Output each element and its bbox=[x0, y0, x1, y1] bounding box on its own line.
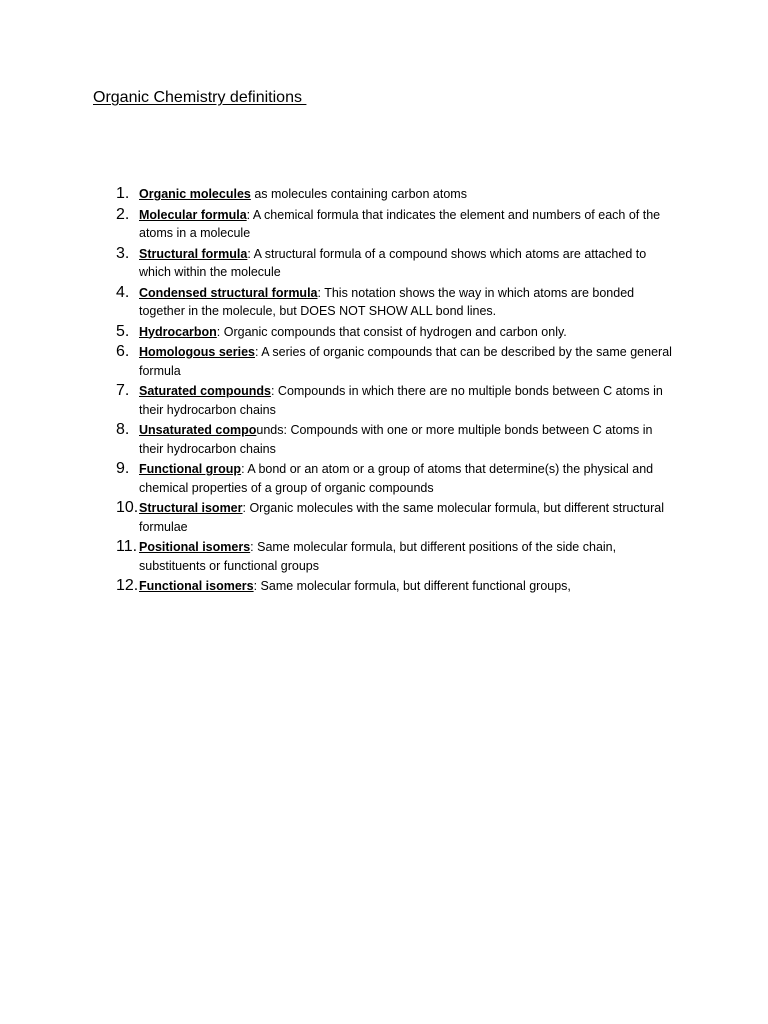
item-number: 4. bbox=[116, 283, 130, 301]
item-number: 6. bbox=[116, 343, 130, 360]
definition-item bbox=[0, 245, 768, 282]
definition-item bbox=[0, 206, 768, 243]
definition-item bbox=[0, 577, 768, 596]
item-number: 7. bbox=[116, 382, 130, 399]
definition-text: : This notation shows the way in which atoms are bonded together in the molecule, but DOES NOT SHOW ALL bond lines. bbox=[139, 285, 635, 318]
definition-item bbox=[0, 284, 768, 321]
definition-item bbox=[0, 382, 768, 419]
item-number: 5. bbox=[116, 322, 130, 340]
definition-term: Unsaturated compo bbox=[139, 423, 257, 437]
item-body bbox=[139, 206, 679, 243]
definition-text: : Compounds in which there are no multiple bonds between C atoms in their hydrocarbon chains bbox=[139, 384, 663, 417]
definition-term: Homologous series bbox=[139, 345, 255, 359]
item-number: 9. bbox=[116, 460, 130, 477]
definition-term: Functional isomers bbox=[139, 579, 254, 593]
definition-text: as molecules containing carbon atoms bbox=[250, 187, 467, 201]
item-number: 3. bbox=[116, 244, 130, 262]
item-body bbox=[139, 284, 679, 321]
definition-text: : A chemical formula that indicates the element and numbers of each of the atoms in a molecule bbox=[139, 207, 661, 240]
item-number: 8. bbox=[116, 421, 130, 438]
definition-text: : Organic molecules with the same molecular formula, but different structural formulae bbox=[139, 501, 664, 534]
item-number: 10. bbox=[116, 499, 139, 516]
item-body bbox=[139, 538, 679, 575]
item-body bbox=[139, 323, 679, 342]
definition-term: Hydrocarbon bbox=[139, 324, 217, 339]
definition-term: Molecular formula bbox=[139, 207, 247, 222]
item-number: 12. bbox=[116, 577, 139, 594]
definition-text: : A series of organic compounds that can be described by the same general formula bbox=[139, 345, 672, 378]
definition-item bbox=[0, 323, 768, 342]
definition-text: : A structural formula of a compound shows which atoms are attached to which within the molecule bbox=[139, 246, 647, 279]
definition-item bbox=[0, 185, 768, 204]
definition-item bbox=[0, 421, 768, 458]
item-body bbox=[139, 245, 679, 282]
item-number: 11. bbox=[116, 538, 138, 555]
definition-item bbox=[0, 538, 768, 575]
definition-term: Functional group bbox=[139, 462, 242, 476]
definition-item bbox=[0, 460, 768, 497]
item-body bbox=[139, 185, 679, 204]
definition-term: Structural formula bbox=[139, 246, 248, 261]
definition-item bbox=[0, 499, 768, 536]
definition-text: unds: Compounds with one or more multiple bonds between C atoms in their hydrocarbon chains bbox=[139, 423, 653, 456]
definition-term: Positional isomers bbox=[139, 540, 251, 554]
item-body bbox=[139, 343, 679, 380]
definition-item bbox=[0, 343, 768, 380]
definition-text: : Same molecular formula, but different positions of the side chain, substituents or functional groups bbox=[139, 540, 617, 573]
document-title: Organic Chemistry definitions bbox=[93, 89, 307, 106]
item-body bbox=[139, 499, 679, 536]
definition-text: : Organic compounds that consist of hydrogen and carbon only. bbox=[216, 324, 567, 339]
definition-term: Condensed structural formula bbox=[139, 285, 318, 300]
definition-term: Organic molecules bbox=[139, 187, 251, 201]
definition-text: : A bond or an atom or a group of atoms that determine(s) the physical and chemical properties of a group of organic compounds bbox=[139, 462, 654, 495]
item-number: 2. bbox=[116, 205, 130, 223]
item-body bbox=[139, 382, 679, 419]
definition-term: Saturated compounds bbox=[139, 384, 271, 398]
definition-text: : Same molecular formula, but different functional groups, bbox=[253, 579, 571, 593]
definition-term: Structural isomer bbox=[139, 501, 243, 515]
item-number: 1. bbox=[116, 185, 130, 202]
item-body bbox=[139, 421, 679, 458]
definitions-list bbox=[0, 185, 768, 598]
item-body bbox=[139, 460, 679, 497]
item-body bbox=[139, 577, 679, 596]
